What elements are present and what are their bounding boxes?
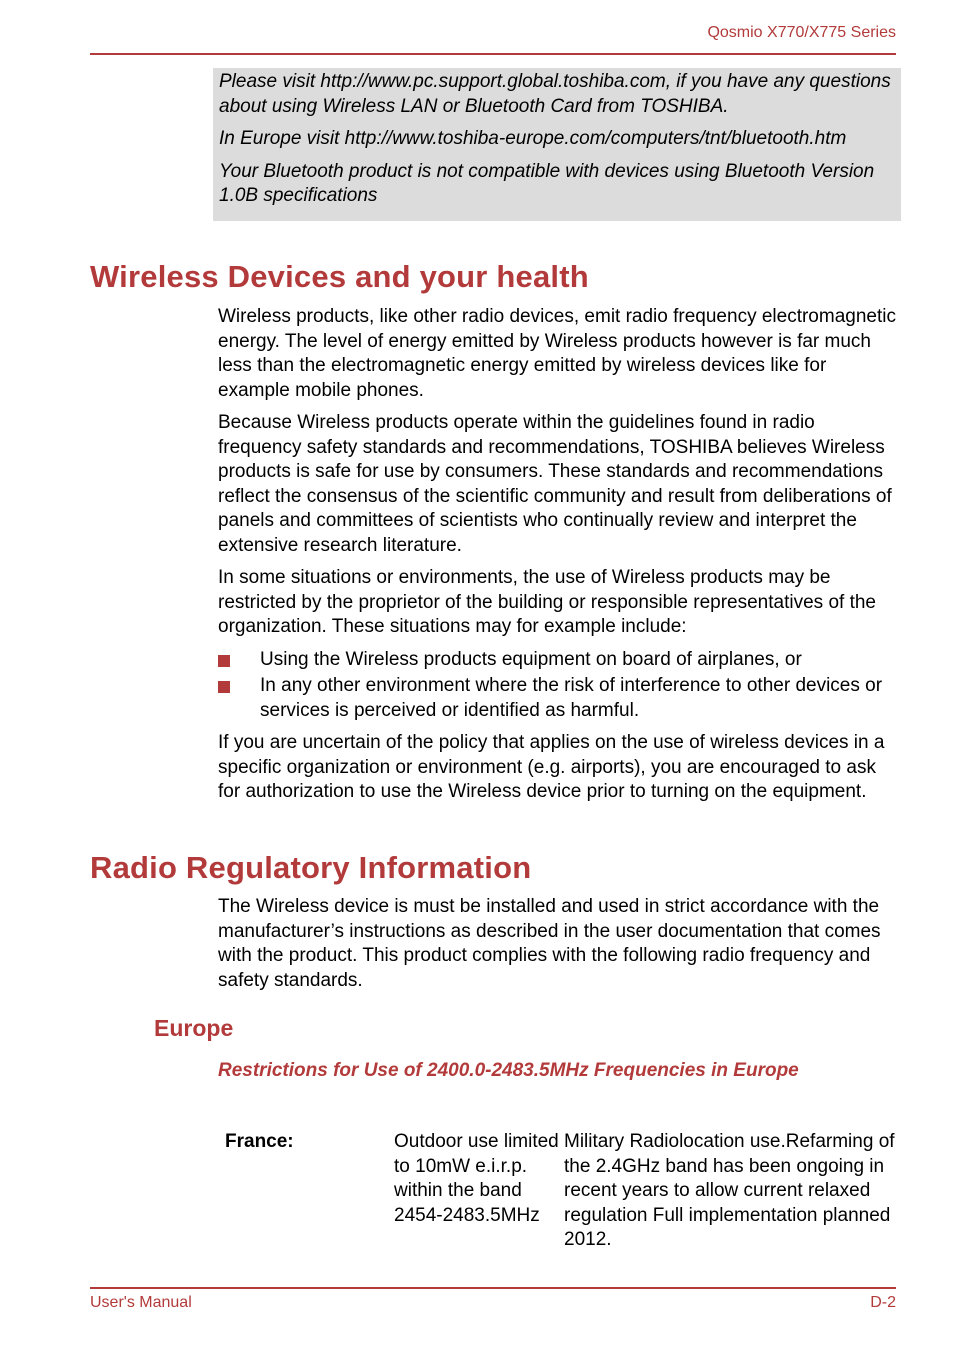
bullet-square-icon (218, 655, 230, 667)
note-line: Your Bluetooth product is not compatible with devices using Bluetooth Version 1.0B specifications (219, 160, 875, 206)
footer-page-number: D-2 (870, 1294, 896, 1311)
page-header-title: Qosmio X770/X775 Series (707, 24, 896, 41)
table-cell-country: France: (225, 1131, 294, 1152)
radio-regulatory-body (218, 895, 898, 1001)
paragraph: Wireless products, like other radio devices, emit radio frequency electromagnetic energy. The level of energy emitted by Wireless products however is far much less than the electromagnetic energy emitted by wireless devices like for example mobile phones. (218, 306, 896, 401)
list-item (218, 648, 898, 673)
restriction-title: Restrictions for Use of 2400.0-2483.5MHz Frequencies in Europe (218, 1060, 799, 1081)
header-rule (90, 53, 896, 55)
subheading-europe: Europe (154, 1015, 234, 1041)
list-item-text: In any other environment where the risk of interference to other devices or services is perceived or identified as harmful. (260, 675, 883, 721)
table-row (218, 1130, 899, 1253)
bullet-square-icon (218, 681, 230, 693)
wireless-health-body (218, 305, 898, 813)
section-heading-wireless-health: Wireless Devices and your health (90, 259, 589, 294)
table-cell-note: Military Radiolocation use.Refarming of the 2.4GHz band has been ongoing in recent years to allow current relaxed regulation Full implementation planned 2012. (564, 1131, 895, 1250)
footer-manual-label: User's Manual (90, 1294, 192, 1311)
note-line: Please visit http://www.pc.support.global.toshiba.com, if you have any questions about using Wireless LAN or Bluetooth Card from TOSHIBA. (219, 71, 891, 117)
paragraph: The Wireless device is must be installed and used in strict accordance with the manufacturer’s instructions as described in the user documentation that comes with the product. This product complies with the following radio frequency and safety standards. (218, 896, 881, 991)
note-box (213, 68, 901, 221)
paragraph: Because Wireless products operate within the guidelines found in radio frequency safety standards and recommendations, TOSHIBA believes Wireless products is safe for use by consumers. These standards and recommendations reflect the consensus of the scientific community and result from deliberations of panels and committees of scientists who continually review and interpret the extensive research literature. (218, 412, 892, 556)
paragraph: In some situations or environments, the use of Wireless products may be restricted by the proprietor of the building or responsible representatives of the organization. These situations may for example include: (218, 567, 876, 637)
paragraph: If you are uncertain of the policy that applies on the use of wireless devices in a specific organization or environment (e.g. airports), you are encouraged to ask for authorization to use the Wireless device prior to turning on the equipment. (218, 732, 885, 802)
list-item-text: Using the Wireless products equipment on board of airplanes, or (260, 648, 802, 670)
section-heading-radio-regulatory: Radio Regulatory Information (90, 850, 532, 885)
footer-rule (90, 1287, 896, 1289)
note-line: In Europe visit http://www.toshiba-europe.com/computers/tnt/bluetooth.htm (219, 128, 847, 149)
bullet-list (218, 648, 898, 724)
table-cell-use: Outdoor use limited to 10mW e.i.r.p. within the band 2454-2483.5MHz (394, 1131, 559, 1226)
list-item (218, 674, 898, 723)
frequency-restriction-table (218, 1130, 899, 1253)
